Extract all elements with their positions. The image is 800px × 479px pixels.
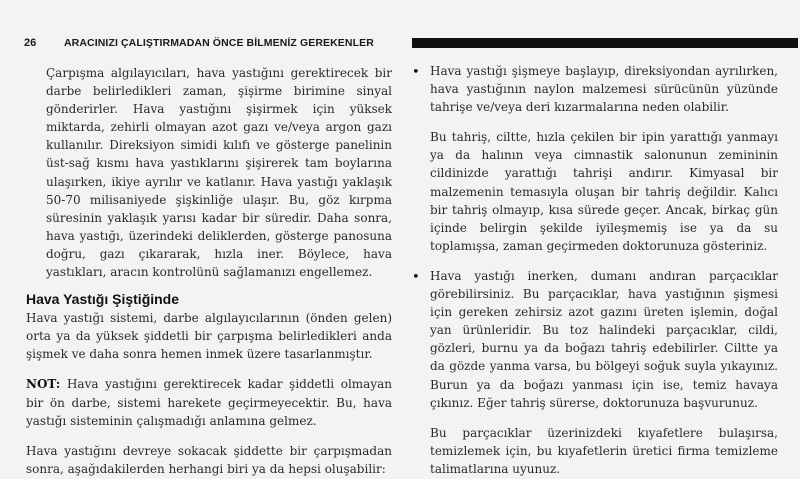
section-heading: Hava Yastığı Şiştiğinde xyxy=(26,291,180,308)
page-header xyxy=(20,36,790,52)
list-item xyxy=(412,62,778,116)
page-number: 26 xyxy=(24,37,37,49)
running-title: ARACINIZI ÇALIŞTIRMADAN ÖNCE BİLMENİZ GEREKENLER xyxy=(64,37,374,49)
header-rule xyxy=(412,38,798,48)
intro-paragraph: Çarpışma algılayıcıları, hava yastığını gerektirecek bir darbe belirledikleri zaman, şişirme birimine sinyal gönderirler. Hava yastığını şişirmek için yüksek miktarda, zehirli olmayan azot gazı ve/veya argon gazı kullanılır. Direksiyon simidi kılıfı ve gösterge panelinin üst-sağ kısmı hava yastıklarını şişirerek tam boylarına ulaşırken, ikiye ayrılır ve katlanır. Hava yastığı yaklaşık 50-70 milisaniyede şişkinliğe ulaşır. Bu, göz kırpma süresinin yaklaşık yarısı kadar bir süredir. Daha sonra, hava yastığı, üzerindeki deliklerden, gösterge panosuna doğru, gazı çıkararak, hızla iner. Böylece, hava yastıkları, aracın kontrolünü sağlamanızı engellemez. xyxy=(46,66,392,280)
note-label: NOT: xyxy=(26,377,61,392)
bullet-subparagraph: Bu tahriş, ciltte, hızla çekilen bir ipin yarattığı yanmayı ya da halının veya cimnastik salonunun zemininin cildinizde yarattığı tahrişi andırır. Kimyasal bir malzemenin temasıyla oluşan bir tahriş değildir. Kalıcı bir tahriş olmayıp, kısa sürede geçer. Ancak, birkaç gün içinde belirgin şekilde iyileşmemiş ise ya da su toplamışsa, zaman geçirmeden doktorunuza gösteriniz. xyxy=(430,130,778,253)
bullet-text: Hava yastığı şişmeye başlayıp, direksiyondan ayrılırken, hava yastığının naylon malzemesi sürücünün yüzünde tahrişe ve/veya deri kızarmalarına neden olabilir. xyxy=(430,64,778,115)
bullet-icon: • xyxy=(412,269,420,285)
bullet-subparagraph: Bu parçacıklar üzerinizdeki kıyafetlere bulaşırsa, temizlemek için, bu kıyafetlerin üretici firma temizleme talimatlarına uyunuz. xyxy=(430,425,778,476)
list-item xyxy=(412,267,778,412)
note-text: Hava yastığını gerektirecek kadar şiddetli olmayan bir ön darbe, sistemi harekete geçirmeyecektir. Bu, hava yastığı sisteminin çalışmadığı anlamına gelmez. xyxy=(26,377,392,428)
note-paragraph xyxy=(26,375,392,429)
left-column xyxy=(26,64,392,478)
bullet-text: Hava yastığı inerken, dumanı andıran parçacıklar görebilirsiniz. Bu parçacıklar, hava yastığının şişmesi için gereken zehirsiz azot gazını üreten işlemin, doğal yan ürünleridir. Bu toz halindeki parçacıklar, cildi, gözleri, burnu ya da boğazı tahriş edebilirler. Ciltte ya da gözde yanma varsa, bu bölgeyi soğuk suyla yıkayınız. Burun ya da boğazı yanması için ise, temiz havaya çıkınız. Eğer tahriş sürerse, doktorunuza başvurunuz. xyxy=(430,268,778,410)
right-column xyxy=(412,62,778,478)
bullet-icon: • xyxy=(412,65,420,80)
deployment-paragraph: Hava yastığı sistemi, darbe algılayıcılarının (önden gelen) orta ya da yüksek şiddetli bir çarpışma belirledikleri anda şişmek ve daha sonra hemen inmek üzere tasarlanmıştır. xyxy=(26,311,392,362)
effects-intro-paragraph: Hava yastığını devreye sokacak şiddette bir çarpışmadan sonra, aşağıdakilerden herhangi biri ya da hepsi oluşabilir: xyxy=(26,443,392,476)
